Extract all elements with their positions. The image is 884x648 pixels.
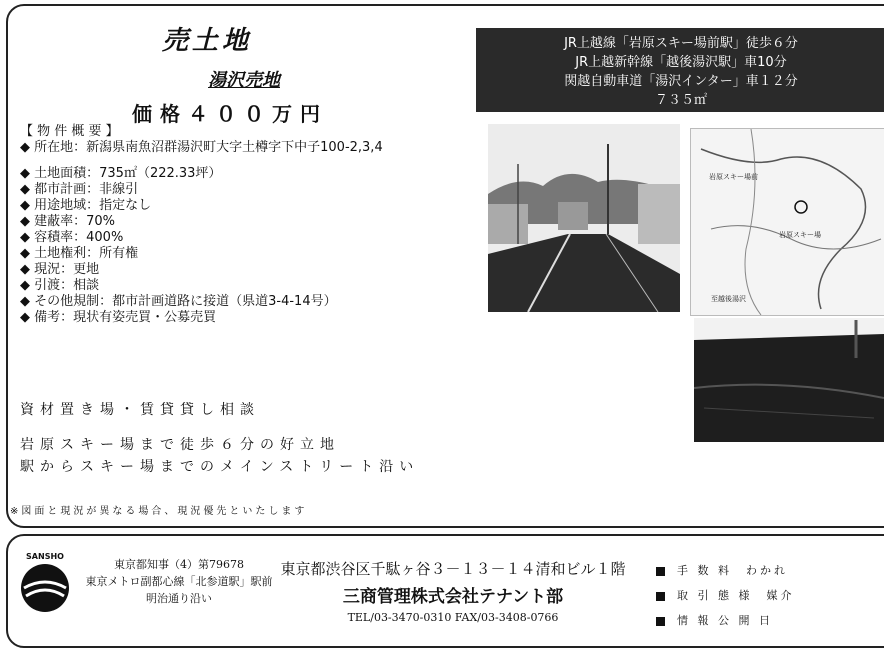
spec-item: ◆ その他規制：都市計画道路に接道（県道3-4-14号） (20, 294, 337, 309)
company-phone: TEL/03-3470-0310 FAX/03-3408-0766 (347, 611, 559, 624)
pitch-line: 岩原スキー場まで徒歩６分の好立地 (20, 437, 340, 453)
transaction-terms (656, 558, 795, 633)
pitch-line: 資材置き場・賃貸貸し相談 (20, 402, 260, 418)
logo-text: SANSHO (26, 552, 64, 561)
disclaimer: ※図面と現況が異なる場合、現況優先といたします (10, 506, 308, 517)
spec-item: ◆ 容積率：400% (20, 230, 124, 245)
spec-item: ◆ 土地面積：735㎡（222.33坪） (20, 166, 222, 181)
spec-item: ◆ 建蔽率：70% (20, 214, 116, 229)
area-map (690, 128, 884, 316)
access-line: JR上越新幹線「越後湯沢駅」車10分 (575, 55, 787, 70)
company-info (268, 558, 638, 624)
map-label: 岩原スキー場 (779, 231, 821, 239)
access-area: ７３５㎡ (654, 93, 707, 108)
pitch-block (20, 434, 419, 478)
page-title: 売土地 (162, 26, 253, 56)
station-info: 東京メトロ副都心線「北参道駅」駅前 (85, 575, 273, 588)
access-line: 関越自動車道「湯沢インター」車１２分 (564, 74, 798, 89)
term-item: 情 報 公 開 日 (656, 608, 795, 633)
spec-item: ◆ 現況：更地 (20, 262, 100, 277)
company-name: 三商管理株式会社テナント部 (342, 587, 564, 607)
spec-item: ◆ 備考：現状有姿売買・公募売買 (20, 310, 217, 325)
price: 価格４００万円 (132, 102, 328, 126)
map-label: 岩原スキー場前 (709, 173, 758, 181)
license-number: 東京都知事（4）第79678 (114, 558, 244, 571)
sansho-logo (14, 548, 76, 620)
map-label: 至越後湯沢 (711, 295, 746, 303)
pitch-line: 駅からスキー場までのメインストリート沿い (20, 459, 420, 475)
property-specs (20, 124, 480, 326)
spec-item: ◆ 土地権利：所有権 (20, 246, 139, 261)
company-license-block (84, 556, 274, 607)
company-address: 東京都渋谷区千駄ヶ谷３－１３－１４清和ビル１階 (280, 560, 626, 578)
access-line: JR上越線「岩原スキー場前駅」徒歩６分 (564, 36, 798, 51)
specs-heading: 【 物 件 概 要 】 (20, 124, 119, 139)
term-item: 手 数 料 わかれ (656, 558, 795, 583)
street-info: 明治通り沿い (146, 592, 212, 605)
land-photo (694, 318, 884, 442)
subtitle: 湯沢売地 (208, 70, 280, 91)
access-box (476, 28, 884, 112)
spec-item: ◆ 都市計画：非線引 (20, 182, 139, 197)
spec-location: ◆ 所在地：新潟県南魚沼群湯沢町大字土樽字下中子100-2,3,4 (20, 140, 383, 155)
term-item: 取 引 態 様 媒介 (656, 583, 795, 608)
spec-item: ◆ 用途地域：指定なし (20, 198, 152, 213)
spec-item: ◆ 引渡：相談 (20, 278, 100, 293)
street-photo (488, 124, 680, 312)
